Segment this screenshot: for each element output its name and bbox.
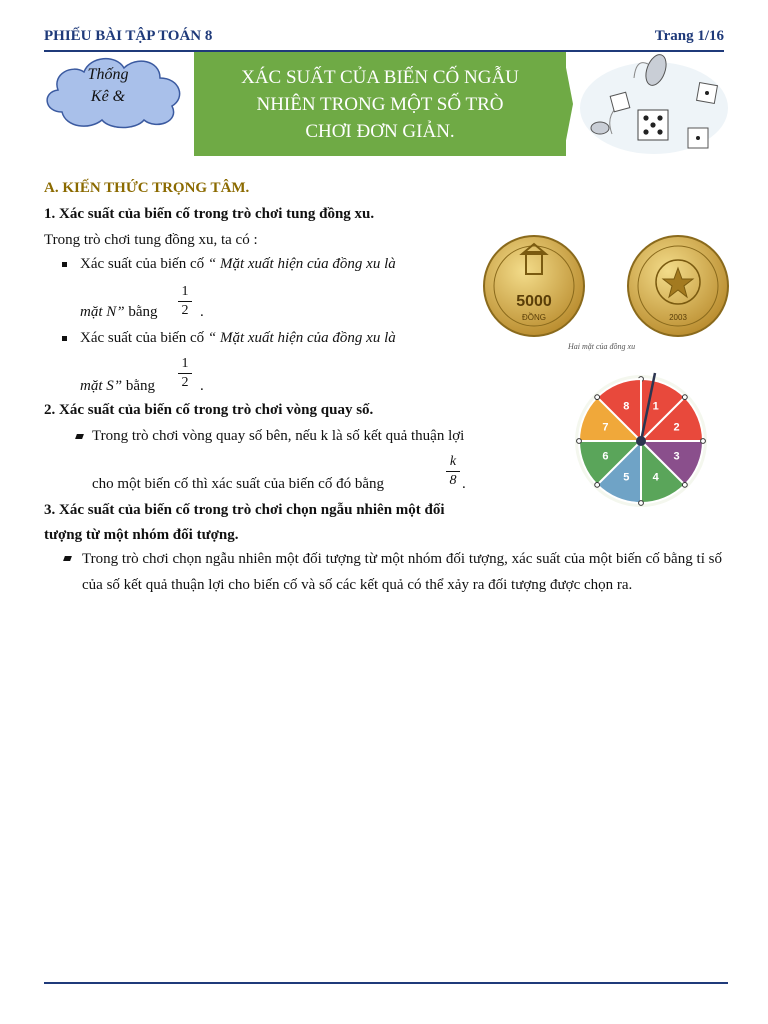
section-2-heading: 2. Xác suất của biến cố trong trò chơi vòng quay số. (44, 402, 374, 418)
bullet-1-quote: “ Mặt xuất hiện của đồng xu là (207, 256, 396, 272)
bullet-1-text (80, 254, 396, 274)
bullet-1-event: mặt N” (80, 304, 125, 320)
section-1-intro: Trong trò chơi tung đồng xu, ta có : (44, 232, 258, 248)
coin-caption: Hai mặt của đồng xu (568, 342, 636, 351)
bullet-1-tail: bằng (128, 304, 158, 320)
banner-line-1: XÁC SUẤT CỦA BIẾN CỐ NGẪU (241, 66, 519, 88)
worksheet-title: PHIẾU BÀI TẬP TOÁN 8 (44, 28, 213, 44)
wheel-number-5: 5 (623, 471, 630, 484)
section-2-line-1: Trong trò chơi vòng quay số bên, nếu k là số kết quả thuận lợi (92, 428, 465, 444)
wheel-peg (682, 395, 687, 400)
section-a-heading: A. KIẾN THỨC TRỌNG TÂM. (44, 180, 250, 196)
coins-dice-illustration (576, 48, 732, 158)
section-3-heading-line-1: 3. Xác suất của biến cố trong trò chơi chọn ngẫu nhiên một đối (44, 502, 445, 518)
lesson-banner (194, 52, 566, 156)
coin-unit: ĐỒNG (522, 313, 546, 322)
wheel-peg (577, 439, 582, 444)
period: . (462, 476, 466, 492)
wheel-number-2: 2 (673, 421, 680, 434)
bullet-2-text (80, 328, 396, 348)
banner-line-2: NHIÊN TRONG MỘT SỐ TRÒ (256, 93, 504, 115)
fraction-one-half-n (178, 284, 192, 319)
coin-year: 2003 (669, 313, 687, 322)
coin-value: 5000 (516, 293, 552, 310)
wheel-peg (595, 395, 600, 400)
fraction-num: 1 (181, 284, 189, 299)
bullet-1-cont (80, 302, 158, 322)
topic-line-2: Kê & (90, 88, 126, 105)
bullet-2-cont (80, 376, 155, 396)
wheel-number-3: 3 (673, 450, 680, 463)
fraction-num: 1 (181, 356, 189, 371)
wheel-peg (682, 482, 687, 487)
period: . (200, 304, 204, 320)
fraction-num: k (449, 454, 457, 469)
section-2-line-2: cho một biến cố thì xác suất của biến cố đó bằng (92, 476, 384, 492)
wheel-peg (639, 501, 644, 506)
wheel-number-6: 6 (602, 450, 609, 463)
fraction-k-over-8 (446, 454, 460, 489)
wheel-number-8: 8 (623, 400, 630, 413)
fraction-den: 2 (181, 375, 189, 390)
bullet-4 (63, 556, 72, 561)
section-3-paragraph: Trong trò chơi chọn ngẫu nhiên một đối tượng từ một nhóm đối tượng, xác suất của một biến cố bằng tỉ số của số kết quả thuận lợi cho biến cố và số các kết quả có thể xảy ra đối tượng được chọn ra. (82, 551, 722, 593)
bullet-3 (75, 434, 84, 439)
topic-line-1: Thống (87, 66, 129, 83)
period: . (200, 378, 204, 394)
fraction-one-half-s (178, 356, 192, 391)
wheel-peg (595, 482, 600, 487)
banner-arrow (563, 52, 573, 156)
spinner-wheel (566, 368, 716, 514)
page-number: Trang 1/16 (654, 28, 724, 44)
bullet-1 (62, 262, 67, 267)
footer-divider (44, 982, 728, 984)
wheel-peg (701, 439, 706, 444)
bullet-2-event: mặt S” (80, 378, 123, 394)
wheel-number-4: 4 (652, 471, 659, 484)
banner-line-3: CHƠI ĐƠN GIẢN. (305, 120, 455, 142)
bullet-2-quote: “ Mặt xuất hiện của đồng xu là (207, 330, 396, 346)
wheel-number-1: 1 (652, 400, 659, 413)
wheel-number-7: 7 (602, 421, 609, 434)
bullet-1-prefix: Xác suất của biến cố (80, 256, 205, 272)
bullet-2-prefix: Xác suất của biến cố (80, 330, 205, 346)
bullet-2 (62, 336, 67, 341)
fraction-den: 2 (181, 303, 189, 318)
fraction-den: 8 (449, 473, 457, 488)
bullet-2-tail: bằng (125, 378, 156, 394)
section-3-heading-line-2: tượng từ một nhóm đối tượng. (44, 527, 239, 543)
section-1-heading: 1. Xác suất của biến cố trong trò chơi tung đồng xu. (44, 206, 375, 222)
topic-label (40, 64, 176, 108)
